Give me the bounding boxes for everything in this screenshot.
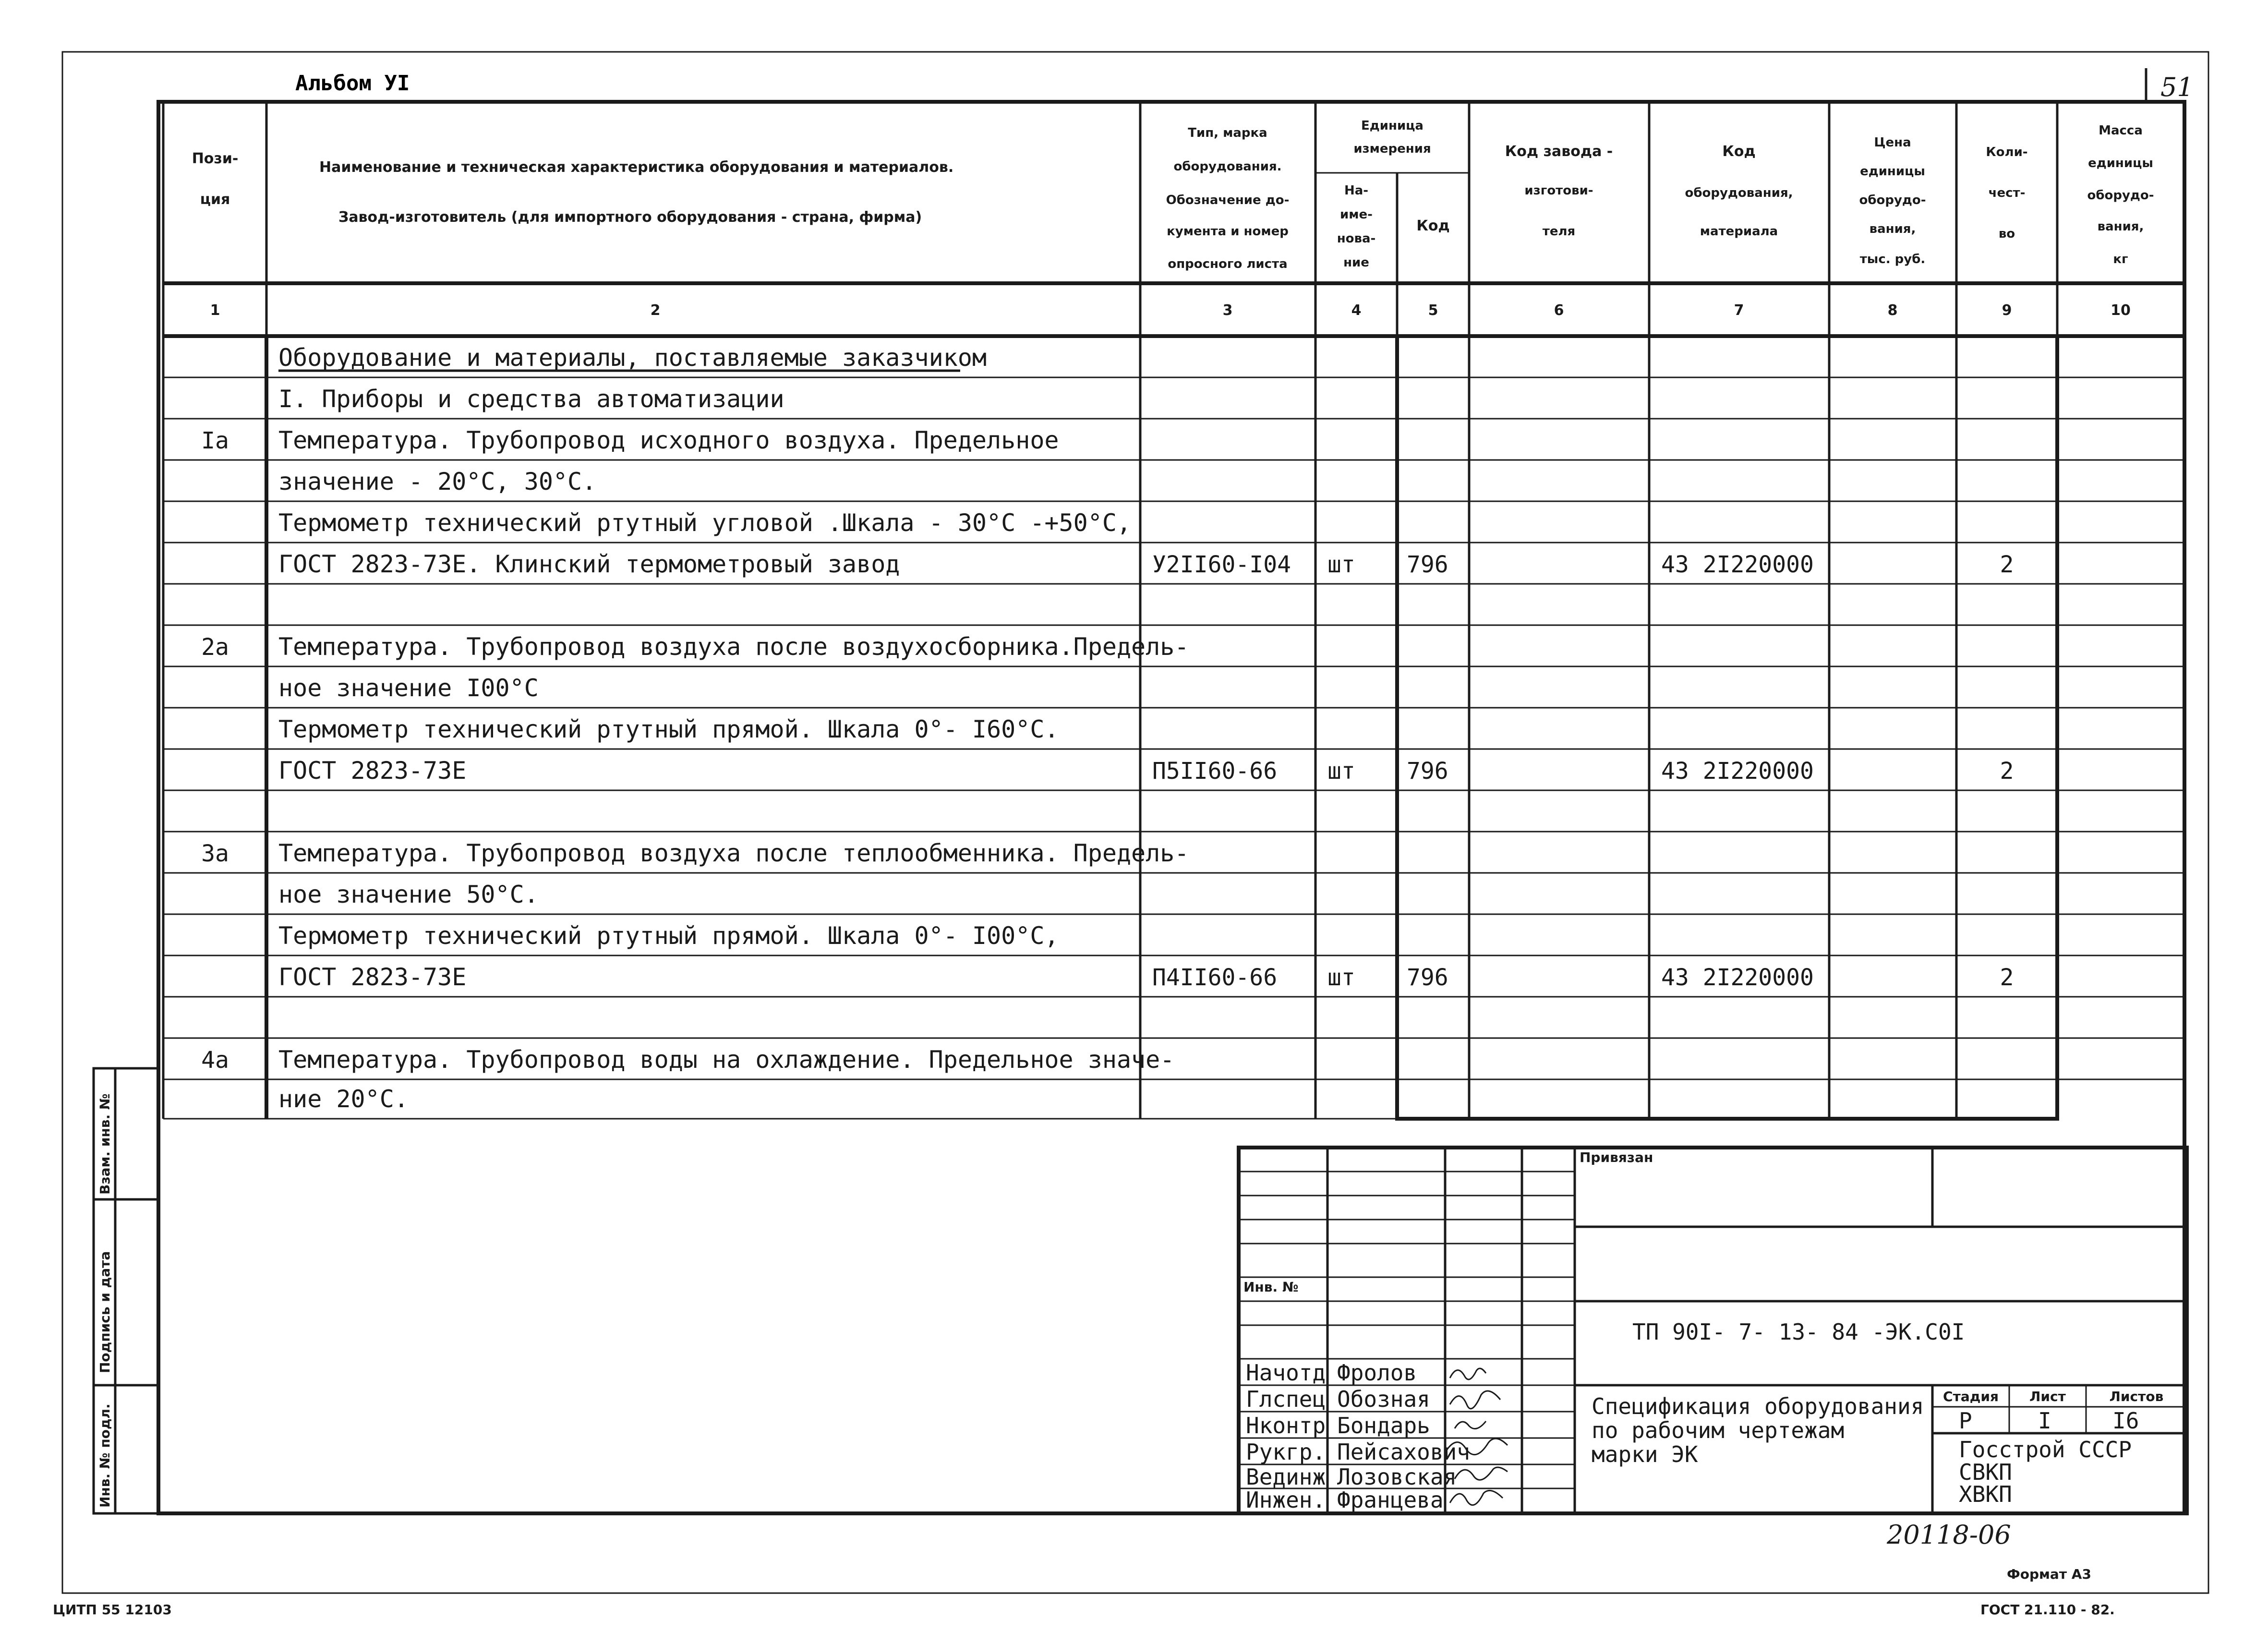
row-name: значение - 20°С, 30°С. xyxy=(278,468,597,496)
hdr-col3-l2: оборудования. xyxy=(1173,159,1282,174)
table-row xyxy=(278,385,784,413)
tb-doc-code: ТП 90I- 7- 13- 84 -ЭК.С0I xyxy=(1632,1319,1965,1345)
table-row xyxy=(278,922,1059,950)
table-row xyxy=(278,1085,409,1113)
hdr-col10-l5: кг xyxy=(2113,252,2128,266)
table-row xyxy=(278,963,2014,991)
row-name: Температура. Трубопровод исходного воздуха. Предельное xyxy=(278,426,1059,454)
row-name: ГОСТ 2823-73Е xyxy=(278,963,467,991)
row-unit: шт xyxy=(1327,758,1355,785)
hdr-col9-l2: чест- xyxy=(1988,186,2026,200)
tsitp-label: ЦИТП 55 12103 xyxy=(53,1602,172,1618)
archive-number: 20118-06 xyxy=(1887,1520,2011,1550)
tb-role: Инжен. xyxy=(1246,1487,1326,1513)
row-name: Температура. Трубопровод воздуха после теплообменника. Предель- xyxy=(278,839,1189,867)
row-position: 2а xyxy=(201,634,229,661)
colnum-4: 4 xyxy=(1351,302,1362,319)
hdr-col9-l1: Коли- xyxy=(1986,145,2028,159)
table-row xyxy=(201,633,1189,661)
hdr-col4-l4: ние xyxy=(1343,255,1369,270)
hdr-col1-l2: ция xyxy=(200,191,230,208)
code-columns-box xyxy=(1397,336,2057,1119)
hdr-col4-l1: На- xyxy=(1344,183,1369,198)
row-equipment-code: 43 2I220000 xyxy=(1661,551,1814,578)
row-name: Температура. Трубопровод воды на охлаждение. Предельное значе- xyxy=(278,1046,1175,1074)
hdr-unit-l2: измерения xyxy=(1353,142,1431,156)
tb-role-name: Францева xyxy=(1337,1487,1444,1513)
hdr-col7-l1: Код xyxy=(1722,143,1756,160)
tb-org-l2: СВКП xyxy=(1959,1459,2012,1485)
tb-privyazan: Привязан xyxy=(1580,1149,1653,1165)
hdr-col3-l3: Обозначение до- xyxy=(1166,193,1290,207)
tb-doc-title-l1: Спецификация оборудования xyxy=(1592,1393,1924,1419)
colnum-7: 7 xyxy=(1734,302,1744,319)
hdr-col8-l5: тыс. руб. xyxy=(1859,252,1926,266)
tb-doc-title-l2: по рабочим чертежам xyxy=(1592,1417,1845,1443)
table-row xyxy=(278,757,2014,785)
hdr-col8-l3: оборудо- xyxy=(1859,193,1926,207)
hdr-col10-l4: вания, xyxy=(2097,219,2144,234)
row-quantity: 2 xyxy=(2000,758,2014,785)
table-row xyxy=(278,715,1059,743)
hdr-col8-l4: вания, xyxy=(1869,222,1916,236)
table-body xyxy=(201,344,2014,1113)
row-name: ГОСТ 2823-73Е. Клинский термометровый завод xyxy=(278,550,900,578)
hdr-unit-l1: Единица xyxy=(1361,119,1424,133)
row-name: Термометр технический ртутный прямой. Шкала 0°- I60°С. xyxy=(278,715,1059,743)
tb-inv-no: Инв. № xyxy=(1243,1279,1299,1295)
table-row xyxy=(201,1046,1174,1074)
hdr-col3-l5: опросного листа xyxy=(1168,257,1288,271)
table-row xyxy=(278,344,987,372)
tb-role-name: Бондарь xyxy=(1337,1413,1430,1438)
row-position: 4а xyxy=(201,1047,229,1074)
tb-sheet-label: Лист xyxy=(2029,1389,2066,1404)
tb-role-name: Пейсахович xyxy=(1337,1439,1470,1465)
row-name: ное значение I00°С xyxy=(278,674,539,702)
hdr-col6-l1: Код завода - xyxy=(1505,143,1613,160)
row-unit: шт xyxy=(1327,551,1355,578)
tb-stage-label: Стадия xyxy=(1943,1389,1999,1404)
colnum-2: 2 xyxy=(650,302,661,319)
row-code: 796 xyxy=(1407,758,1448,785)
row-code: 796 xyxy=(1407,551,1448,578)
row-name: ГОСТ 2823-73Е xyxy=(278,757,467,785)
side-inv-sub: Инв. № подл. xyxy=(97,1403,113,1508)
row-code: 796 xyxy=(1407,964,1448,991)
colnum-6: 6 xyxy=(1554,302,1564,319)
tb-sheet: I xyxy=(2038,1408,2051,1434)
tb-org-l1: Госстрой СССР xyxy=(1959,1437,2132,1463)
row-name: Температура. Трубопровод воздуха после воздухосборника.Предель- xyxy=(278,633,1189,661)
colnum-1: 1 xyxy=(210,302,220,319)
hdr-col7-l2: оборудования, xyxy=(1685,186,1793,200)
row-equipment-code: 43 2I220000 xyxy=(1661,964,1814,991)
row-position: Iа xyxy=(201,427,229,454)
hdr-col6-l2: изготови- xyxy=(1524,183,1593,198)
table-row xyxy=(278,674,539,702)
tb-stage: Р xyxy=(1959,1408,1972,1434)
tb-role-name: Лозовская xyxy=(1337,1464,1457,1490)
hdr-col10-l1: Масса xyxy=(2099,123,2143,138)
hdr-col3-l1: Тип, марка xyxy=(1188,126,1267,140)
tb-sheets-label: Листов xyxy=(2109,1389,2164,1404)
hdr-col9-l3: во xyxy=(1998,227,2015,241)
table-row xyxy=(278,468,596,496)
hdr-col2-l2: Завод-изготовитель (для импортного оборудования - страна, фирма) xyxy=(338,209,922,226)
colnum-3: 3 xyxy=(1222,302,1233,319)
hdr-col5: Код xyxy=(1416,218,1450,234)
row-name: I. Приборы и средства автоматизации xyxy=(278,385,784,413)
row-type: П4II60-66 xyxy=(1152,964,1278,991)
hdr-col1-l1: Пози- xyxy=(192,150,239,167)
hdr-col2-l1: Наименование и техническая характеристика оборудования и материалов. xyxy=(319,159,954,176)
row-name: Термометр технический ртутный угловой .Шкала - 30°С -+50°С, xyxy=(278,509,1132,537)
tb-role: Нконтр xyxy=(1246,1413,1326,1438)
table-row xyxy=(278,881,539,908)
colnum-9: 9 xyxy=(2002,302,2012,319)
colnum-5: 5 xyxy=(1428,302,1438,319)
row-quantity: 2 xyxy=(2000,551,2014,578)
tb-sheets: I6 xyxy=(2112,1408,2139,1434)
tb-org-l3: ХВКП xyxy=(1959,1481,2012,1507)
album-label: Альбом УI xyxy=(295,71,410,96)
row-quantity: 2 xyxy=(2000,964,2014,991)
table-row xyxy=(201,839,1189,867)
row-equipment-code: 43 2I220000 xyxy=(1661,758,1814,785)
row-unit: шт xyxy=(1327,964,1355,991)
table-row xyxy=(278,509,1131,537)
row-name: ное значение 50°С. xyxy=(278,881,539,908)
hdr-col7-l3: материала xyxy=(1700,224,1778,239)
row-type: П5II60-66 xyxy=(1152,758,1278,785)
tb-roles xyxy=(1246,1360,1470,1513)
side-stamp xyxy=(94,1068,158,1513)
hdr-col6-l3: теля xyxy=(1542,224,1576,239)
tb-role-name: Обозная xyxy=(1337,1386,1430,1412)
tb-role: Вединж xyxy=(1246,1464,1326,1490)
table-row xyxy=(201,426,1059,454)
hdr-col4-l2: име- xyxy=(1340,207,1373,222)
colnum-8: 8 xyxy=(1887,302,1898,319)
row-name: Оборудование и материалы, поставляемые заказчиком xyxy=(278,344,987,372)
table-row xyxy=(278,550,2014,578)
colnum-10: 10 xyxy=(2111,302,2131,319)
tb-role-name: Фролов xyxy=(1337,1360,1417,1386)
row-name: Термометр технический ртутный прямой. Шкала 0°- I00°С, xyxy=(278,922,1059,950)
row-type: У2II60-I04 xyxy=(1152,551,1291,578)
row-position: 3а xyxy=(201,840,229,867)
tb-role: Начотд xyxy=(1246,1360,1326,1386)
hdr-col10-l3: оборудо- xyxy=(2087,188,2154,203)
sheet-number: 51 xyxy=(2160,72,2194,102)
tb-role: Рукгр. xyxy=(1246,1439,1326,1465)
row-name: ние 20°С. xyxy=(278,1085,409,1113)
hdr-col4-l3: нова- xyxy=(1337,231,1376,246)
tb-role: Глспец xyxy=(1246,1386,1326,1412)
hdr-col8-l1: Цена xyxy=(1874,135,1911,150)
side-replace-inv: Взам. инв. № xyxy=(97,1093,113,1195)
side-sign-date: Подпись и дата xyxy=(97,1251,113,1373)
hdr-col3-l4: кумента и номер xyxy=(1167,224,1289,239)
format-label: Формат А3 xyxy=(2007,1566,2091,1582)
gost-label: ГОСТ 21.110 - 82. xyxy=(1980,1602,2115,1618)
hdr-col10-l2: единицы xyxy=(2088,156,2153,170)
hdr-col8-l2: единицы xyxy=(1860,164,1925,179)
tb-doc-title-l3: марки ЭК xyxy=(1592,1441,1698,1467)
